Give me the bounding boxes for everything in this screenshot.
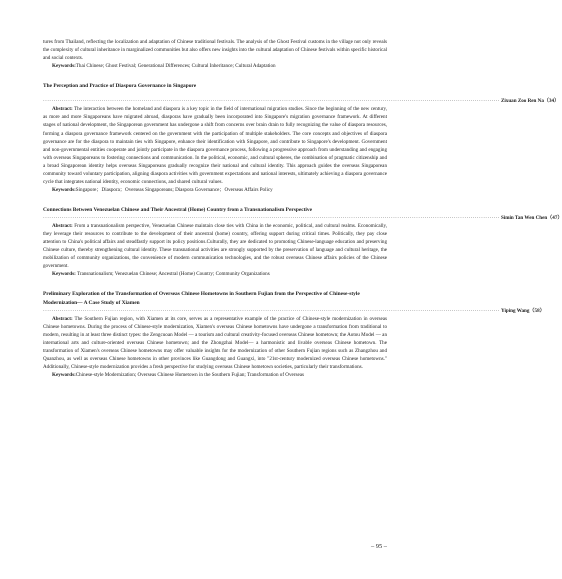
article-abstract [43,105,387,185]
intro-keywords [43,62,387,70]
keywords-label: Keywords: [52,372,76,379]
article-2 [43,206,562,279]
article-1 [43,82,560,194]
dot-leader: ·························································································································································································································· [43,98,500,105]
article-keywords [43,270,387,278]
article-keywords [43,186,387,194]
article-title: Connections Between Venezuelan Chinese and Their Ancestral (Home) Country from a Transnationalism Perspective [43,206,313,213]
abstract-text: From a transnationalism perspective, Venezuelan Chinese maintain close ties with China in the economic, political, and cultural realms. Economically, they leverage their resources to contribute to the development of their ancestral (home) country, offering support during critical times. Politically, they pay close attention to China's political affairs and steadfastly support its policy positions.Culturally, they are dedicated to promoting Chinese-language education and preserving Chinese culture, thereby strengthening cultural identity. These transnational activities are strongly supported by the preservation of language and cultural heritage, the mobilization of community organizations, the convenience of modern communication technologies, and the robust overseas Chinese affairs policies of the Chinese government. [43,223,388,270]
article-keywords [43,371,387,379]
intro-text: tures from Thailand, reflecting the localization and adaptation of Chinese traditional festivals. The analysis of the Ghost Festival customs in the village not only reveals the complexity of cultural inheritance in marginalized communities but also offers new insights into the cultural adaptation of Chinese festivals within specific historical and social contexts. [43,39,387,62]
keywords-text: Singapore；Diaspora；Overseas Singaporeans; Diaspora Governance；Overseas Affairs Policy [75,186,273,193]
dot-leader: ·························································································································································································································· [43,215,500,222]
article-abstract [43,315,387,371]
keywords-text: Thai Chinese; Ghost Festival; Generational Differences; Cultural Inheritance; Cultural Adaptation [75,63,276,70]
article-author: Yiping Wang（58） [500,307,545,314]
article-author: Simin Tan Wen Chen（47） [500,215,562,222]
article-title: Preliminary Exploration of the Transformation of Overseas Chinese Hometowns in Southern Fujian from the Perspective of Chinese-style Modernization— A Case Study of Xiamen [43,291,360,306]
article-byline [43,307,545,315]
page-number: – 95 – [371,543,387,550]
article-title: The Perception and Practice of Diaspora Governance in Singapore [43,83,197,90]
article-byline [43,214,562,222]
keywords-text: Chinese-style Modernization; Overseas Chinese Hometown in the Southern Fujian; Transformation of Overseas [75,372,304,379]
article-3 [43,290,545,379]
abstract-label: Abstract: [52,223,73,230]
abstract-label: Abstract: [52,315,73,322]
keywords-text: Transnationalism; Venezuelan Chinese; Ancestral (Home) Country; Community Organizations [76,271,270,278]
intro-section [43,38,387,70]
abstract-label: Abstract: [52,106,73,113]
keywords-label: Keywords: [52,63,76,70]
abstract-text: The Southern Fujian region, with Xiamen at its core, serves as a representative example of the practice of Chinese-style modernization in overseas Chinese hometowns. During the process of Chinese-style modernization, Xiamen's overseas Chinese hometowns have undergone a transformation from traditional to modern, resulting in at least three distinct types: the Zengcuoan Model — a tourism and cultural creativity-focused overseas Chinese hometown; the Aotou Model — an international arts and culture-oriented overseas Chinese hometown; and the Zhongzhai Model— a harmonistic and livable overseas Chinese hometown. The transformation of Xiamen's overseas Chinese hometowns may offer valuable insights for the modernization of other Southern Fujian regions such as Zhangzhou and Quanzhou, as well as overseas Chinese hometowns in other provinces like Guangdong and Guangxi, into "21st-century modernized overseas Chinese hometowns." Additionally, Chinese-style modernization provides a fresh perspective for studying overseas Chinese hometown societies, particularly their transformations. [43,315,387,371]
dot-leader: ·························································································································································································································· [43,307,500,314]
keywords-label: Keywords: [52,271,76,278]
keywords-label: Keywords: [52,186,76,193]
article-abstract [43,222,387,270]
abstract-text: The interaction between the homeland and diaspora is a key topic in the field of international migration studies. Since the beginning of the new century, as more and more Singaporeans have migrated abroad, diasporas have gradually been incorporated into Singapore's migration governance framework. At different stages of national development, the Singaporean government has undergone a shift from concerns over brain drain to fully recognizing the value of diaspora resources, forming a diaspora governance framework centered on the government with the participation of multiple stakeholders. The core concepts and objectives of diaspora governance are for the diaspora to maintain ties with Singapore, enhance their identification with Singapore, and contribute to Singapore's development. Government and non-governmental entities cooperate and jointly participate in the diaspora governance process, following a progressive approach from understanding and engaging with overseas Singaporeans to fostering connections and communication. In the political, economic, and cultural spheres, the combination of pragmatic citizenship and a broad Singaporean identity helps overseas Singaporeans gradually recognize their national and cultural identity. This approach guides the overseas Singaporean community toward voluntary participation, aligning diaspora activities with government expectations and national interests, ultimately achieving a diaspora governance cycle that integrates national identity, economic connections, and shared cultural values. [43,106,387,185]
article-byline [43,97,560,105]
article-author: Zixuan Zoo Ren Na（34） [500,98,560,105]
